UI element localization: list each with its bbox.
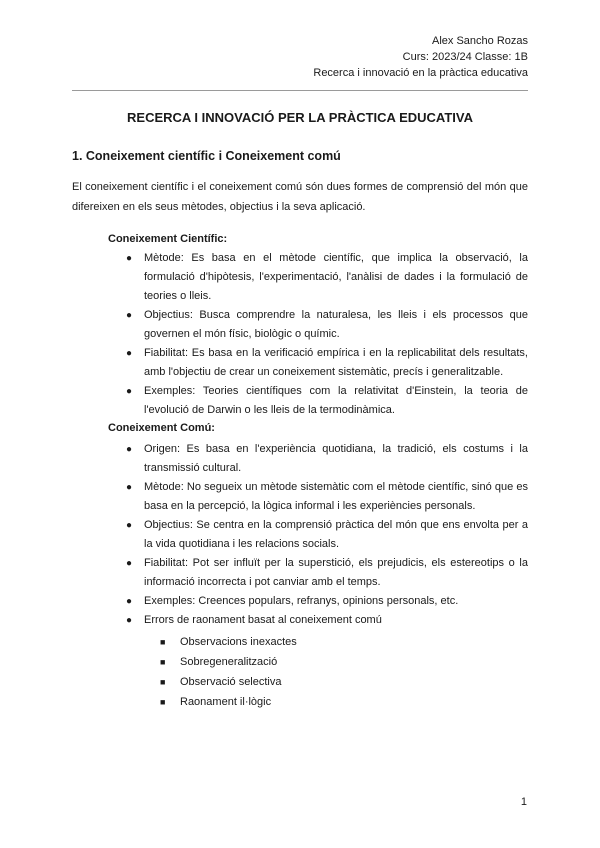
list-item: ■ Observacions inexactes xyxy=(144,632,528,652)
list-item: ■ Sobregeneralització xyxy=(144,652,528,672)
bullet-icon: ● xyxy=(126,615,133,626)
bullet-icon: ● xyxy=(126,558,133,569)
list-item: ● Fiabilitat: Pot ser influït per la superstició, els prejudicis, els estereotips o la informació incorrecta i pot canviar amb el temps. xyxy=(108,554,528,592)
header-author: Alex Sancho Rozas xyxy=(432,35,528,47)
section-heading: 1. Coneixement científic i Coneixement comú xyxy=(72,149,341,163)
list-item: ■ Raonament il·lògic xyxy=(144,692,528,712)
list-item: ● Objectius: Busca comprendre la naturalesa, les lleis i els processos que governen el món físic, biològic o químic. xyxy=(108,306,528,344)
list-item: ● Exemples: Teories científiques com la relativitat d'Einstein, la teoria de l'evolució de Darwin o les lleis de la termodinàmica. xyxy=(108,382,528,420)
bullet-icon: ● xyxy=(126,386,133,397)
scientific-knowledge-list xyxy=(108,249,528,420)
bullet-icon: ● xyxy=(126,520,133,531)
bullet-icon: ● xyxy=(126,310,133,321)
list-item: ● Objectius: Se centra en la comprensió pràctica del món que ens envolta per a la vida quotidiana i les relacions socials. xyxy=(108,516,528,554)
header-divider xyxy=(72,90,528,91)
scientific-knowledge-heading: Coneixement Científic: xyxy=(108,233,228,245)
document-header xyxy=(313,33,528,81)
intro-paragraph: El coneixement científic i el coneixement comú són dues formes de comprensió del món que difereixen en els seus mètodes, objectius i la seva aplicació. xyxy=(72,181,528,213)
page-number: 1 xyxy=(520,796,527,808)
bullet-icon: ● xyxy=(126,253,133,264)
common-knowledge-list xyxy=(108,440,528,712)
square-bullet-icon: ■ xyxy=(160,677,166,687)
list-item: ● Mètode: No segueix un mètode sistemàtic com el mètode científic, sinó que es basa en la percepció, la lògica informal i les experiències personals. xyxy=(108,478,528,516)
bullet-icon: ● xyxy=(126,596,133,607)
list-item: ■ Observació selectiva xyxy=(144,672,528,692)
bullet-icon: ● xyxy=(126,348,133,359)
common-knowledge-heading: Coneixement Comú: xyxy=(108,422,215,434)
list-item: ● Fiabilitat: Es basa en la verificació empírica i en la replicabilitat dels resultats, amb l'objectiu de crear un coneixement sistemàtic, precís i generalitzable. xyxy=(108,344,528,382)
bullet-icon: ● xyxy=(126,482,133,493)
reasoning-errors-list xyxy=(144,632,528,712)
list-item: ● Exemples: Creences populars, refranys, opinions personals, etc. xyxy=(108,592,528,611)
list-item: ● Mètode: Es basa en el mètode científic, que implica la observació, la formulació d'hipòtesis, l'experimentació, l'anàlisi de dades i la formulació de teories o lleis. xyxy=(108,249,528,306)
list-item: ● Errors de raonament basat al coneixement comú ■ Observacions inexactes ■ Sobregeneralització ■ Observació selectiva ■ Raonament il·lògic xyxy=(108,611,528,712)
bullet-icon: ● xyxy=(126,444,133,455)
square-bullet-icon: ■ xyxy=(160,637,166,647)
document-title: RECERCA I INNOVACIÓ PER LA PRÀCTICA EDUCATIVA xyxy=(127,110,473,125)
list-item: ● Origen: Es basa en l'experiència quotidiana, la tradició, els costums i la transmissió cultural. xyxy=(108,440,528,478)
header-course: Curs: 2023/24 Classe: 1B xyxy=(402,51,528,63)
header-subject: Recerca i innovació en la pràctica educativa xyxy=(313,67,528,79)
square-bullet-icon: ■ xyxy=(160,697,166,707)
square-bullet-icon: ■ xyxy=(160,657,166,667)
